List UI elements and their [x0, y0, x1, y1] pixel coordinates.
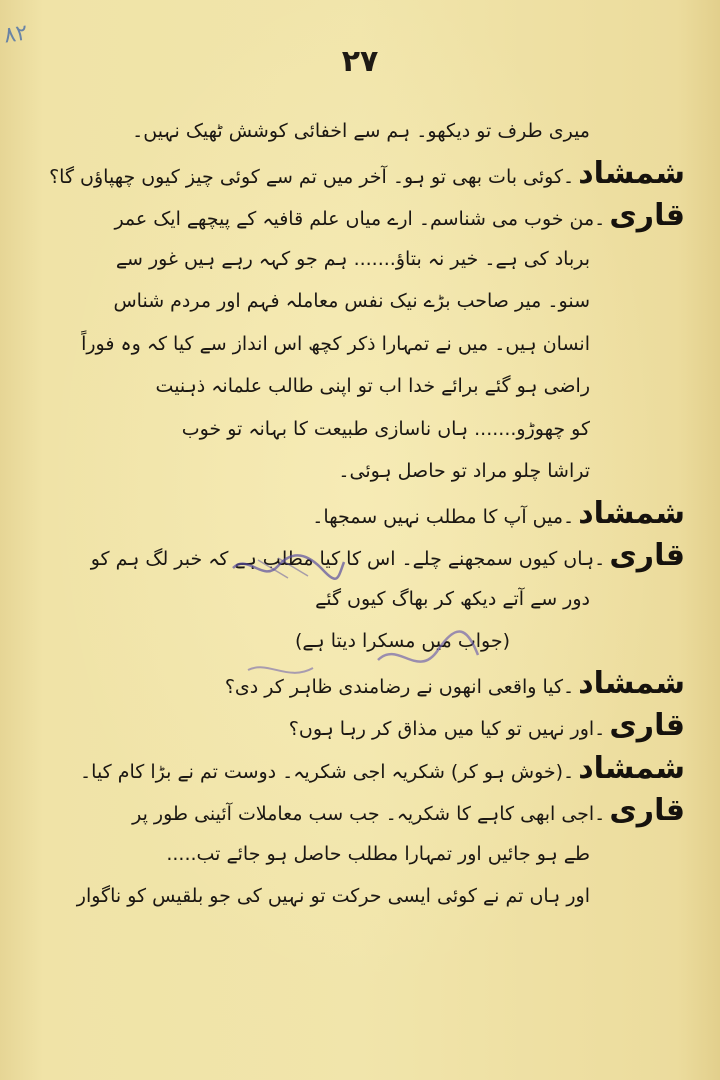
line-text: دور سے آتے دیکھ کر بھاگ کیوں گئے: [315, 587, 590, 610]
line-text: طے ہو جائیں اور تمہارا مطلب حاصل ہو جائے تب.....: [166, 842, 590, 865]
line-text: (جواب میں مسکرا دیتا ہے): [294, 630, 510, 652]
continuation-line: [30, 450, 590, 493]
speaker-name: شمشاد: [578, 495, 685, 531]
line-text: میری طرف تو دیکھو۔ ہم سے اخفائی کوشش ٹھیک نہیں۔: [132, 120, 590, 142]
line-text: ۔(خوش ہو کر) شکریہ اجی شکریہ۔ دوست تم نے بڑا کام کیا۔: [80, 760, 575, 783]
dialogue-line: [30, 663, 685, 706]
line-text: ۔کیا واقعی انھوں نے رضامندی ظاہر کر دی؟: [224, 675, 575, 698]
continuation-line: [30, 323, 590, 366]
line-text: ۔من خوب می شناسم۔ ارے میاں علم قافیہ کے پیچھے ایک عمر: [114, 208, 606, 230]
speaker-name: شمشاد: [578, 665, 685, 701]
dialogue-line: [30, 153, 685, 196]
dialogue-line: [30, 195, 685, 238]
stage-direction-line: [120, 620, 685, 663]
continuation-line: [30, 280, 590, 323]
continuation-line: [30, 110, 590, 153]
dialogue-line: [30, 705, 685, 748]
continuation-line: [30, 408, 590, 451]
margin-annotation: ۸۲: [2, 20, 30, 49]
dialogue-text: [30, 110, 685, 918]
line-text: ۔اور نہیں تو کیا میں مذاق کر رہا ہوں؟: [288, 718, 606, 740]
speaker-name: قاری: [609, 538, 685, 573]
line-text: ۔کوئی بات بھی تو ہو۔ آخر میں تم سے کوئی چیز کیوں چھپاؤں گا؟: [49, 165, 575, 188]
dialogue-line: [30, 493, 685, 536]
continuation-line: [30, 365, 590, 408]
speaker-name: شمشاد: [578, 155, 685, 191]
speaker-name: قاری: [609, 198, 685, 233]
line-text: تراشا چلو مراد تو حاصل ہوئی۔: [338, 460, 590, 482]
line-text: برباد کی ہے۔ خیر نہ بتاؤ....... ہم جو کہہ رہے ہیں غور سے: [115, 247, 590, 270]
speaker-name: قاری: [609, 793, 685, 828]
line-text: ۔میں آپ کا مطلب نہیں سمجھا۔: [312, 505, 575, 528]
page-number: ۲۷: [341, 44, 379, 79]
line-text: راضی ہو گئے برائے خدا اب تو اپنی طالب علمانہ ذہنیت: [155, 375, 590, 397]
continuation-line: [30, 238, 590, 281]
line-text: انسان ہیں۔ میں نے تمہارا ذکر کچھ اس انداز سے کیا کہ وہ فوراً: [81, 332, 590, 355]
line-text: ۔اجی ابھی کاہے کا شکریہ۔ جب سب معاملات آئینی طور پر: [132, 803, 606, 825]
line-text: کو چھوڑو....... ہاں ناسازی طبیعت کا بہانہ تو خوب: [181, 417, 590, 440]
line-text: سنو۔ میر صاحب بڑے نیک نفس معاملہ فہم اور مردم شناس: [113, 290, 590, 312]
line-text: اور ہاں تم نے کوئی ایسی حرکت تو نہیں کی جو بلقیس کو ناگوار: [76, 885, 590, 907]
line-text: ۔ہاں کیوں سمجھنے چلے۔ اس کا کیا مطلب ہے کہ خبر لگ ہم کو: [90, 548, 606, 570]
dialogue-line: [30, 535, 685, 578]
speaker-name: شمشاد: [578, 750, 685, 786]
continuation-line: [30, 875, 590, 918]
continuation-line: [30, 578, 590, 621]
dialogue-line: [30, 748, 685, 791]
continuation-line: [30, 833, 590, 876]
dialogue-line: [30, 790, 685, 833]
speaker-name: قاری: [609, 708, 685, 743]
